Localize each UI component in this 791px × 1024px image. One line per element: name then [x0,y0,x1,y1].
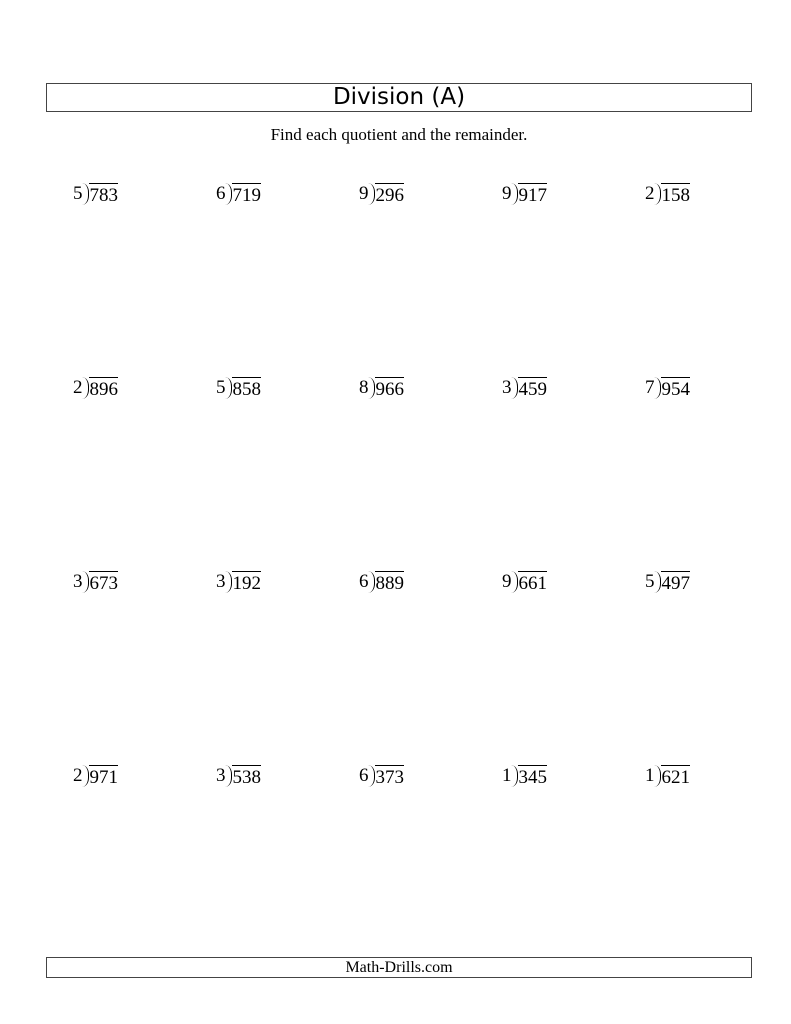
divisor: 5 [216,377,226,398]
division-bracket-icon [368,183,375,205]
divisor: 6 [359,765,369,786]
dividend: 719 [232,185,261,206]
division-bracket-icon [82,765,89,787]
dividend: 971 [89,767,118,788]
division-bracket-icon [82,571,89,593]
footer-site: Math-Drills.com [46,957,752,978]
dividend: 621 [661,767,690,788]
problem-20 [645,763,745,793]
divisor: 5 [645,571,655,592]
division-bracket-icon [511,571,518,593]
problem-8 [359,375,459,405]
divisor: 7 [645,377,655,398]
problem-1 [73,181,173,211]
division-bracket-icon [82,183,89,205]
divisor: 3 [73,571,83,592]
problem-14 [502,569,602,599]
division-bracket-icon [368,377,375,399]
divisor: 8 [359,377,369,398]
dividend: 158 [661,185,690,206]
dividend: 966 [375,379,404,400]
division-bracket-icon [225,377,232,399]
divisor: 1 [502,765,512,786]
divisor: 9 [502,571,512,592]
problem-18 [359,763,459,793]
division-bracket-icon [654,377,661,399]
divisor: 3 [502,377,512,398]
dividend: 459 [518,379,547,400]
division-bracket-icon [82,377,89,399]
division-bracket-icon [511,183,518,205]
worksheet-title: Division (A) [46,83,752,112]
division-bracket-icon [368,765,375,787]
divisor: 5 [73,183,83,204]
problem-10 [645,375,745,405]
division-bracket-icon [511,377,518,399]
problem-11 [73,569,173,599]
division-bracket-icon [225,571,232,593]
dividend: 917 [518,185,547,206]
divisor: 3 [216,765,226,786]
problem-9 [502,375,602,405]
divisor: 3 [216,571,226,592]
dividend: 896 [89,379,118,400]
divisor: 6 [359,571,369,592]
problem-19 [502,763,602,793]
dividend: 345 [518,767,547,788]
dividend: 661 [518,573,547,594]
division-bracket-icon [654,765,661,787]
problem-12 [216,569,316,599]
problem-17 [216,763,316,793]
division-bracket-icon [368,571,375,593]
divisor: 9 [359,183,369,204]
problem-4 [502,181,602,211]
dividend: 783 [89,185,118,206]
dividend: 889 [375,573,404,594]
problem-2 [216,181,316,211]
division-bracket-icon [225,183,232,205]
division-bracket-icon [511,765,518,787]
divisor: 1 [645,765,655,786]
division-bracket-icon [225,765,232,787]
problem-5 [645,181,745,211]
problem-6 [73,375,173,405]
division-bracket-icon [654,183,661,205]
problem-grid [46,181,752,941]
dividend: 192 [232,573,261,594]
dividend: 497 [661,573,690,594]
divisor: 2 [73,377,83,398]
problem-16 [73,763,173,793]
dividend: 673 [89,573,118,594]
dividend: 373 [375,767,404,788]
problem-3 [359,181,459,211]
problem-13 [359,569,459,599]
dividend: 858 [232,379,261,400]
divisor: 2 [73,765,83,786]
dividend: 954 [661,379,690,400]
dividend: 296 [375,185,404,206]
division-bracket-icon [654,571,661,593]
divisor: 9 [502,183,512,204]
instructions: Find each quotient and the remainder. [270,125,528,144]
problem-15 [645,569,745,599]
divisor: 2 [645,183,655,204]
problem-7 [216,375,316,405]
divisor: 6 [216,183,226,204]
dividend: 538 [232,767,261,788]
